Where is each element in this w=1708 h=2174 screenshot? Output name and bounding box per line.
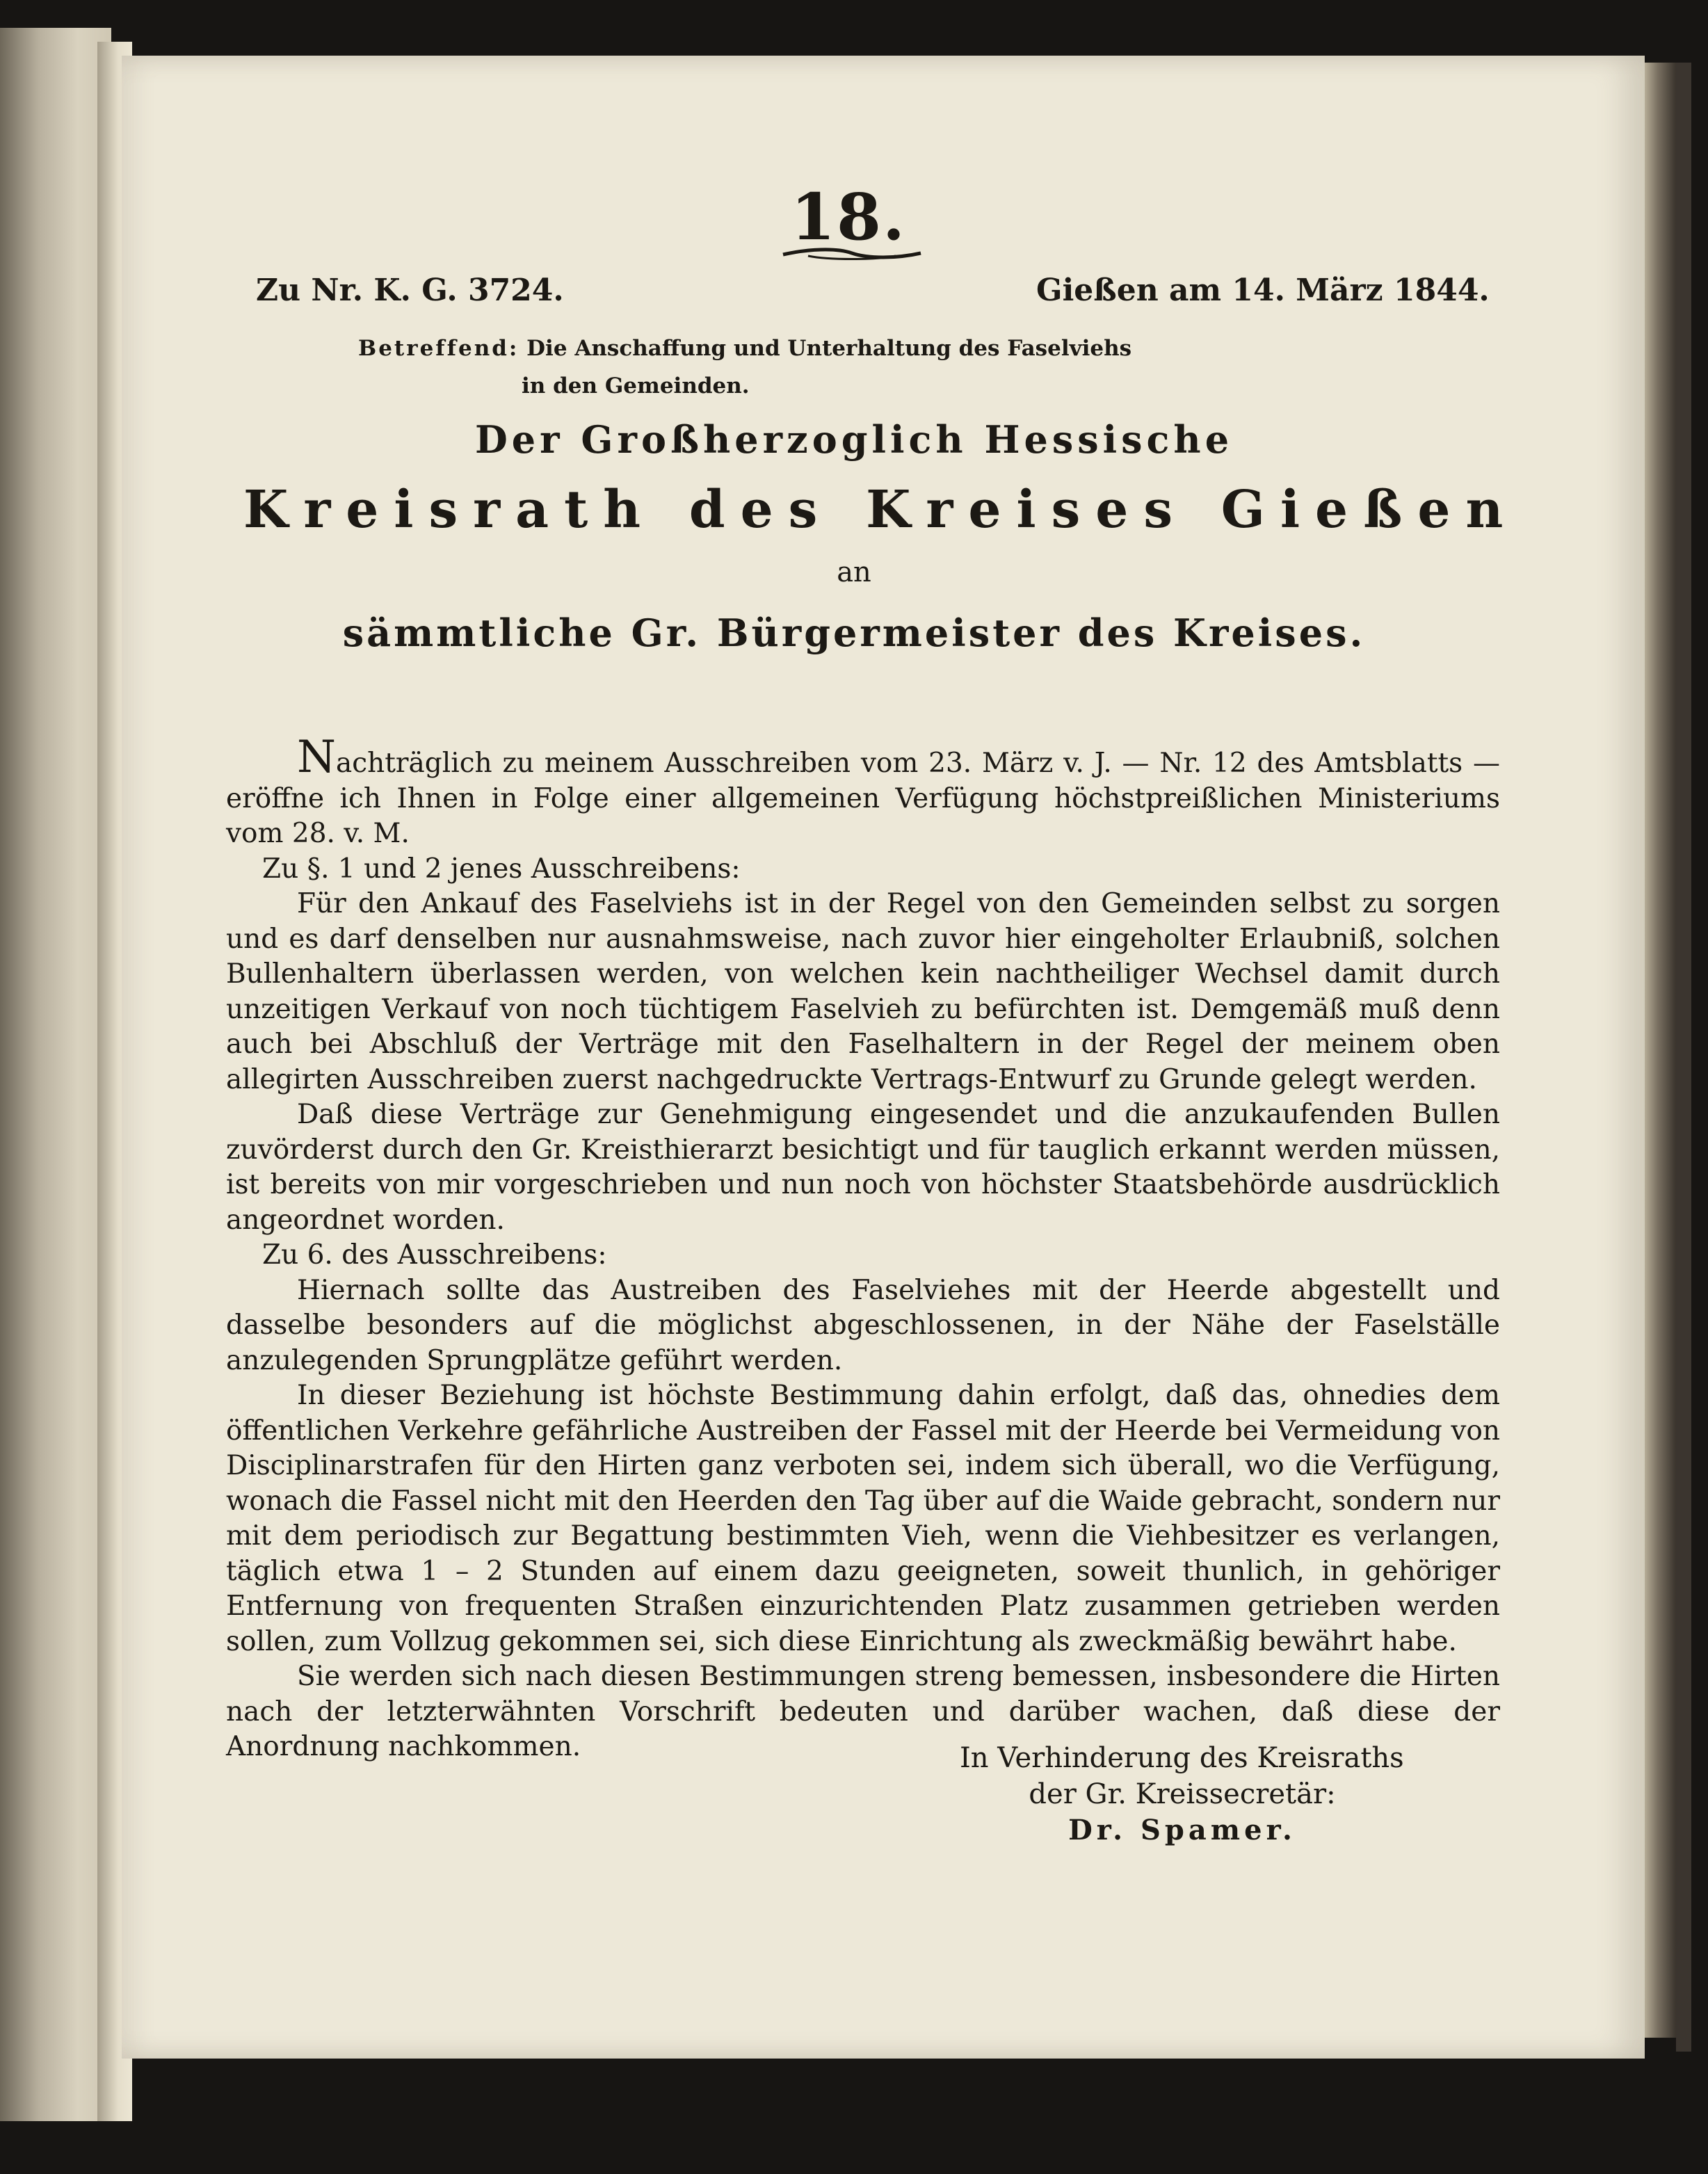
paragraph: Sie werden sich nach diesen Bestimmungen streng bemessen, insbesondere die Hirten nach der letzterwähnten Vorschrift bedeuten und darüber wachen, daß diese der Anordnung nachkommen.	[226, 1661, 1500, 1762]
document-number: 18.	[790, 179, 907, 255]
reference-number: Zu Nr. K. G. 3724.	[256, 273, 564, 308]
paragraph-intro: Nachträglich zu meinem Ausschreiben vom 23. März v. J. — Nr. 12 des Amtsblatts — eröffne ich Ihnen in Folge einer allgemeinen Verfügung höchstpreißlichen Ministeriums vom 28. v. M.	[226, 732, 1500, 849]
page-stack-edge	[1645, 63, 1676, 2038]
subject-label: Betreffend:	[358, 336, 519, 361]
addressee-connector: an	[837, 556, 871, 588]
signature-line-2: der Gr. Kreissecretär:	[1029, 1778, 1336, 1810]
signature-line-1: In Verhinderung des Kreisraths	[960, 1742, 1404, 1774]
addressee-line: sämmtliche Gr. Bürgermeister des Kreises.	[342, 611, 1366, 655]
subject-line-2: in den Gemeinden.	[522, 373, 750, 398]
paragraph: Hiernach sollte das Austreiben des Faselviehes mit der Heerde abgestellt und dasselbe besonders auf die möglichst abgeschlossenen, in der Nähe der Faselställe anzulegenden Sprungplätze geführt werden.	[226, 1274, 1500, 1376]
signature-block	[960, 1740, 1405, 1849]
number-swash-ornament	[780, 245, 924, 263]
issuer-line-2: Kreisrath des Kreises Gießen	[243, 480, 1519, 540]
paragraph: In dieser Beziehung ist höchste Bestimmung dahin erfolgt, daß das, ohnedies dem öffentlichen Verkehre gefährliche Austreiben der Fassel mit der Heerde bei Vermeidung von Disciplinarstrafen für den Hirten ganz verboten sei, indem sich überall, wo die Verfügung, wonach die Fassel nicht mit den Heerden den Tag über auf die Waide gebracht, sondern nur mit dem periodisch zur Begattung bestimmten Vieh, wenn die Viehbesitzer es verlangen, täglich etwa 1 – 2 Stunden auf einem dazu geeigneten, soweit thunlich, in gehöriger Entfernung von frequenten Straßen einzurichtenden Platz zusammen getrieben werden sollen, zum Vollzug gekommen sei, sich diese Einrichtung als zweckmäßig bewährt habe.	[226, 1380, 1500, 1657]
subject-block	[358, 330, 1131, 405]
document-body	[226, 732, 1500, 1765]
section-heading-1: Zu §. 1 und 2 jenes Ausschreibens:	[262, 853, 741, 885]
place-date: Gießen am 14. März 1844.	[1036, 273, 1490, 308]
paragraph: Für den Ankauf des Faselviehs ist in der Regel von den Gemeinden selbst zu sorgen und es darf denselben nur ausnahmsweise, nach zuvor hier eingeholter Erlaubniß, solchen Bullenhaltern überlassen werden, von welchen kein nachtheiliger Wechsel damit durch unzeitigen Verkauf von noch tüchtigem Faselvieh zu befürchten ist. Demgemäß muß denn auch bei Abschluß der Verträge mit den Faselhaltern in der Regel der meinem oben allegirten Ausschreiben zuerst nachgedruckte Vertrags-Entwurf zu Grunde gelegt werden.	[226, 888, 1500, 1095]
section-heading-2: Zu 6. des Ausschreibens:	[262, 1239, 607, 1271]
signatory-name: Dr. Spamer.	[1068, 1814, 1296, 1846]
book-cover-edge	[1676, 63, 1691, 2052]
subject-text: Die Anschaffung und Unterhaltung des Faselviehs	[526, 336, 1132, 361]
subject-line-1	[358, 330, 1131, 367]
left-page-edge	[0, 28, 111, 2121]
issuer-line-1: Der Großherzoglich Hessische	[474, 417, 1234, 462]
paragraph: Daß diese Verträge zur Genehmigung eingesendet und die anzukaufenden Bullen zuvörderst durch den Gr. Kreisthierarzt besichtigt und für tauglich erkannt werden müssen, ist bereits von mir vorgeschrieben und nun noch von höchster Staatsbehörde ausdrücklich angeordnet worden.	[226, 1099, 1500, 1236]
